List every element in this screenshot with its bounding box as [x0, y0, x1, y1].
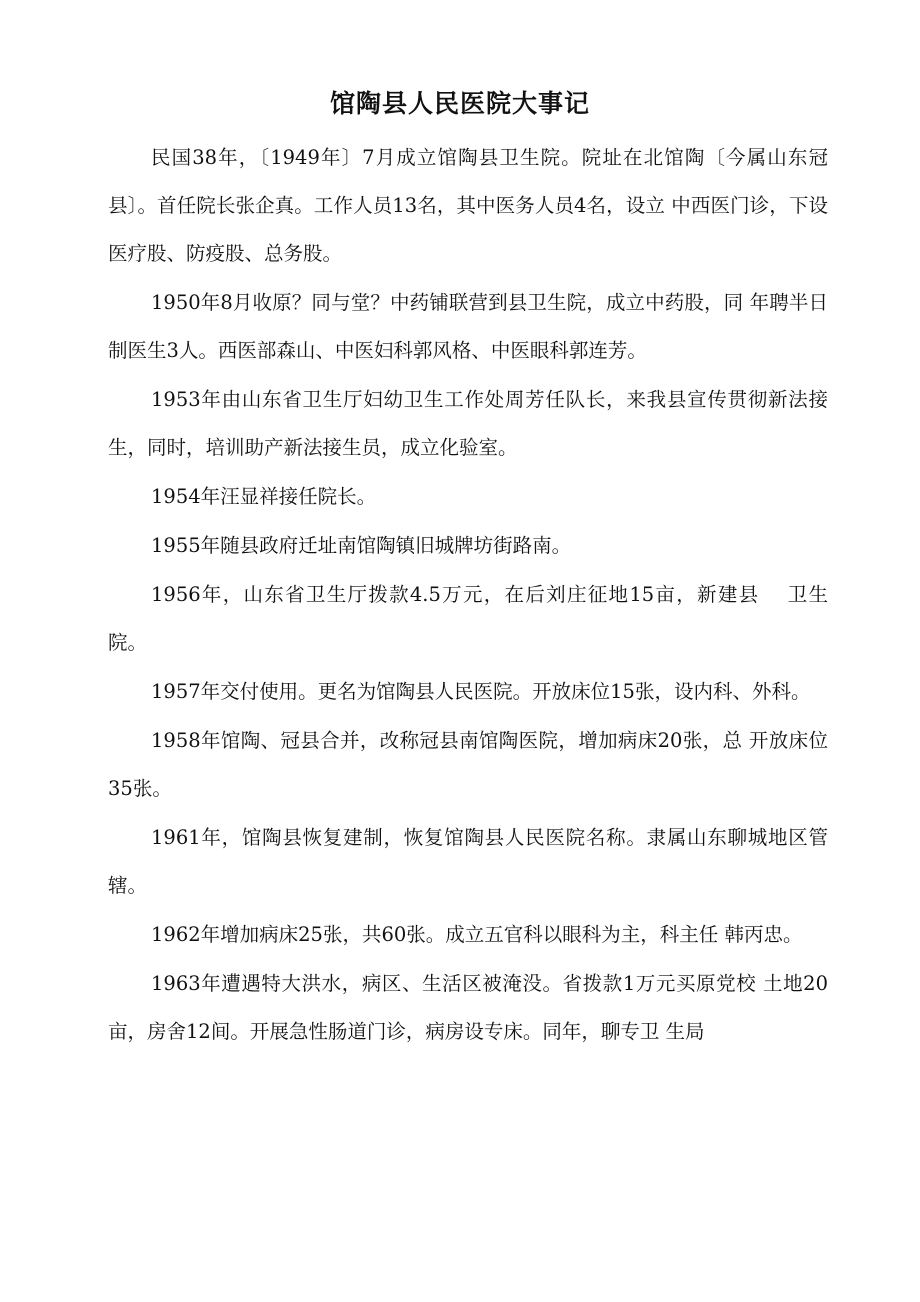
paragraph-1955: 1955年随县政府迁址南馆陶镇旧城牌坊街路南。: [151, 534, 572, 557]
document-body: [108, 134, 828, 1057]
page-title: 馆陶县人民医院大事记: [329, 89, 590, 118]
paragraph-1961: 1961年，馆陶县恢复建制，恢复馆陶县人民医院名称。隶属山东聊城地区管辖。: [108, 826, 828, 897]
paragraph-1950: 1950年8月收原？同与堂？中药铺联营到县卫生院，成立中药股，同 年聘半日制医生3人。西医部森山、中医妇科郭风格、中医眼科郭连芳。: [108, 291, 828, 362]
paragraph-1953: 1953年由山东省卫生厅妇幼卫生工作处周芳任队长，来我县宣传贯彻新法接生，同时，培训助产新法接生员，成立化验室。: [108, 388, 828, 459]
paragraph-1956: 1956年，山东省卫生厅拨款4.5万元，在后刘庄征地15亩，新建县 卫生院。: [108, 583, 828, 654]
paragraph-1963: 1963年遭遇特大洪水，病区、生活区被淹没。省拨款1万元买原党校 土地20亩，房舍12间。开展急性肠道门诊，病房设专床。同年，聊专卫 生局: [108, 972, 828, 1043]
paragraph-1962: 1962年增加病床25张，共60张。成立五官科以眼科为主，科主任 韩丙忠。: [151, 923, 803, 946]
paragraph-1949: 民国38年，〔1949年〕7月成立馆陶县卫生院。院址在北馆陶〔今属山东冠县〕。首任院长张企真。工作人员13名，其中医务人员4名，设立 中西医门诊，下设医疗股、防疫股、总务股。: [108, 146, 828, 265]
paragraph-1958: 1958年馆陶、冠县合并，改称冠县南馆陶医院，增加病床20张，总 开放床位35张。: [108, 729, 828, 800]
paragraph-1954: 1954年汪显祥接任院长。: [151, 485, 377, 508]
paragraph-1957: 1957年交付使用。更名为馆陶县人民医院。开放床位15张，设内科、外科。: [151, 680, 811, 703]
